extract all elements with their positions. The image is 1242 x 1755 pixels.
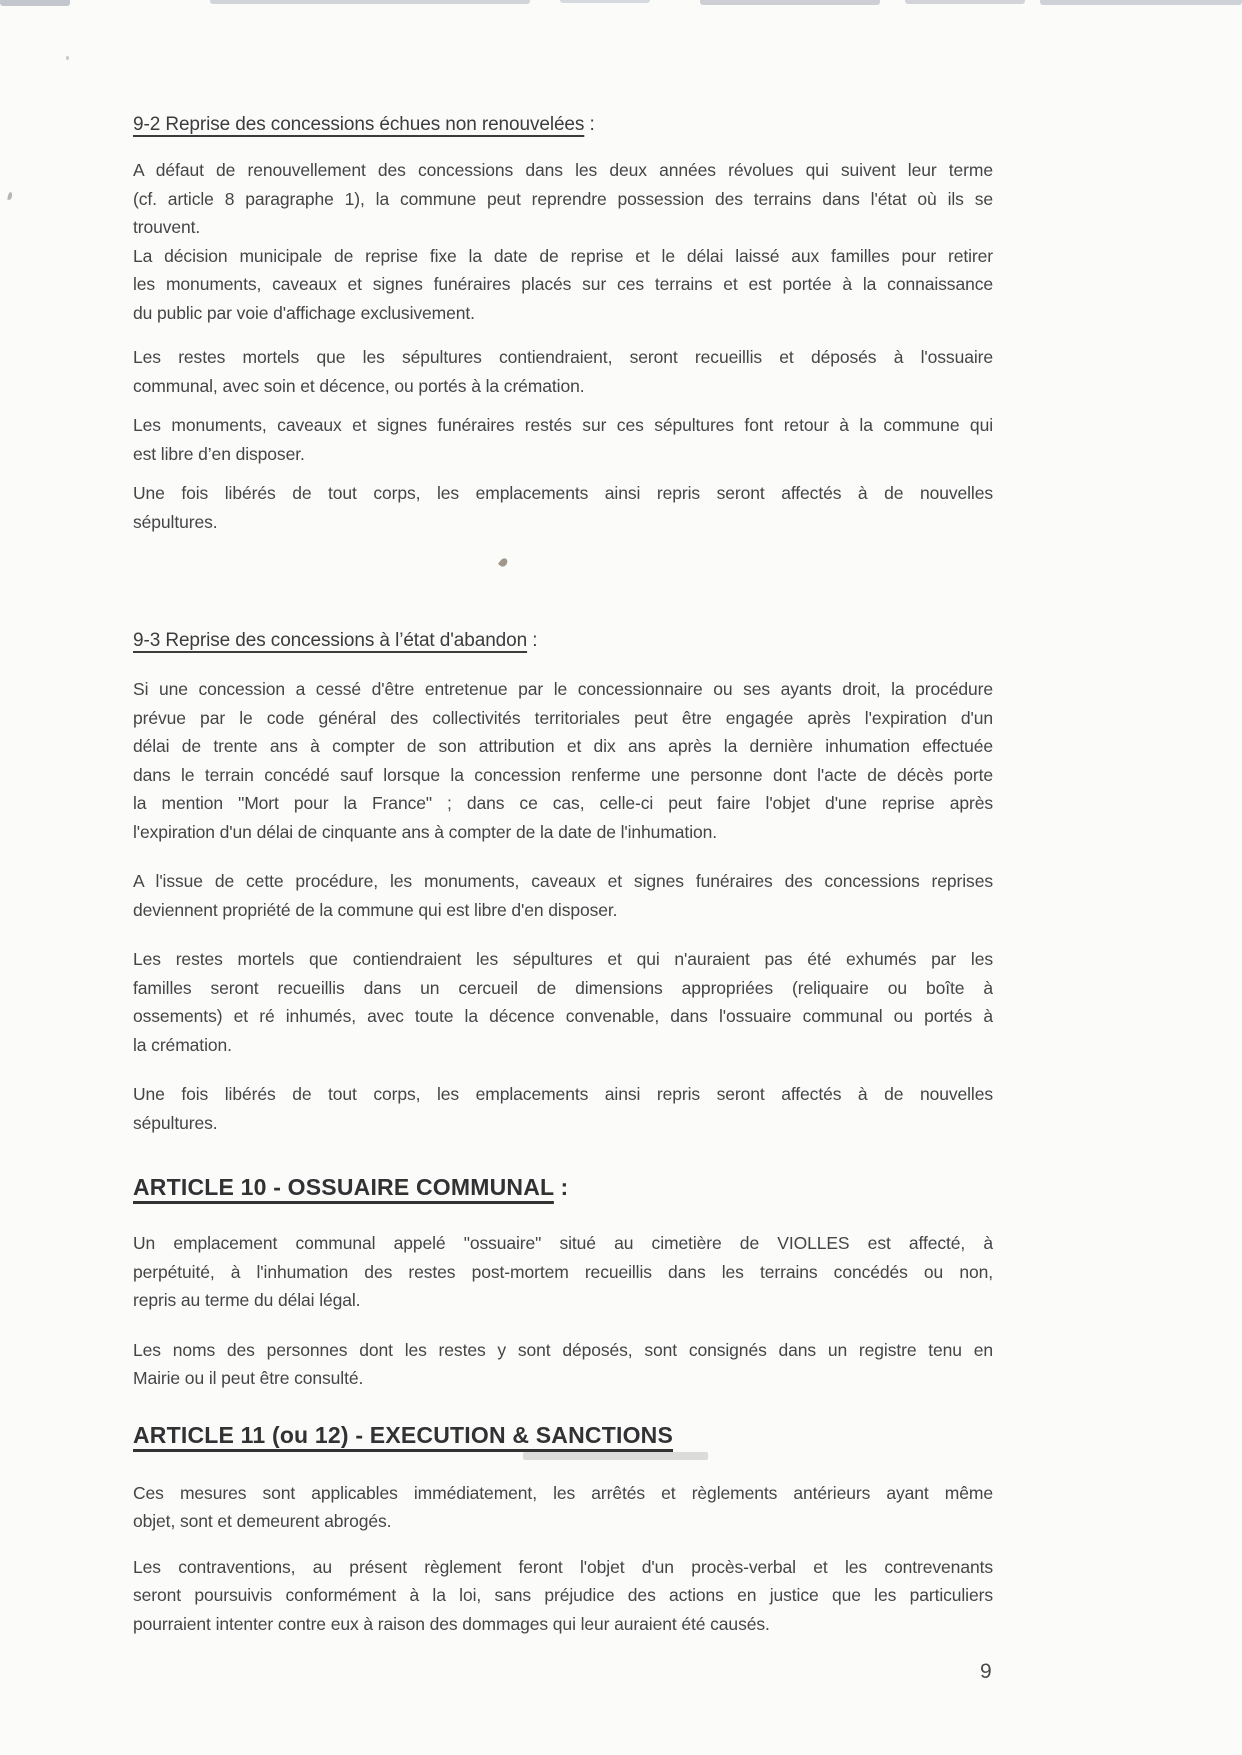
text-line: est libre d’en disposer. [133,443,305,464]
text-line: Les restes mortels que les sépultures contiendraient, seront recueillis et déposés à l'ossuaire [133,347,993,367]
text-line: Une fois libérés de tout corps, les emplacements ainsi repris seront affectés à de nouvelles [133,1084,993,1104]
text-line: Mairie ou il peut être consulté. [133,1368,364,1388]
text-line: sépultures. [133,511,218,532]
text-line: communal, avec soin et décence, ou portés à la crémation. [133,375,585,396]
heading-article-11 [133,1419,993,1452]
text-line: la crémation. [133,1034,232,1055]
paragraph-emplacements-repris-2 [133,1080,993,1137]
paragraph-registre-mairie [133,1336,993,1393]
text-line: Une fois libérés de tout corps, les emplacements ainsi repris seront affectés à de nouvelles [133,483,993,503]
page-number: 9 [980,1660,992,1683]
text-line: l'expiration d'un délai de cinquante ans à compter de la date de l'inhumation. [133,821,718,842]
scan-speck [7,192,13,201]
text-line: trouvent. [133,217,201,237]
paragraph-monuments-retour [133,411,993,468]
text-line: les monuments, caveaux et signes funéraires placés sur ces terrains et est portée à la connaissance [133,274,993,294]
paragraph-mesures-applicables [133,1479,993,1536]
heading-9-3-colon: : [527,630,538,651]
text-line: Ces mesures sont applicables immédiatement, les arrêtés et règlements antérieurs ayant même [133,1482,993,1503]
paragraph-decision-municipale [133,242,993,328]
heading-9-2 [133,110,993,139]
text-line: la mention "Mort pour la France" ; dans ce cas, celle-ci peut faire l'objet d'une reprise après [133,793,993,813]
paragraph-restes-exhumes [133,945,993,1059]
heading-article-10 [133,1171,993,1204]
text-line: sépultures. [133,1112,218,1133]
scan-smudge [523,1452,708,1460]
text-line: Les noms des personnes dont les restes y sont déposés, sont consignés dans un registre tenu en [133,1339,993,1360]
text-line: prévue par le code général des collectivités territoriales peut être engagée après l'expiration d'un [133,707,993,728]
paragraph-contraventions [133,1553,993,1639]
heading-9-2-colon: : [584,114,595,135]
heading-article-10-text: ARTICLE 10 - OSSUAIRE COMMUNAL [133,1174,554,1200]
scan-artifact [1040,0,1242,5]
paragraph-concession-abandon [133,675,993,846]
text-line: Les contraventions, au présent règlement feront l'objet d'un procès-verbal et les contrevenants [133,1556,993,1577]
text-line: La décision municipale de reprise fixe la date de reprise et le délai laissé aux familles pour retirer [133,245,993,266]
heading-9-2-text: 9-2 Reprise des concessions échues non renouvelées [133,114,585,135]
paragraph-ossuaire-emplacement [133,1229,993,1315]
heading-article-11-text: ARTICLE 11 (ou 12) - EXECUTION & SANCTIONS [133,1421,674,1448]
text-line: Les monuments, caveaux et signes funéraires restés sur ces sépultures font retour à la commune qui [133,415,993,435]
scan-artifact [0,0,70,6]
text-line: (cf. article 8 paragraphe 1), la commune peut reprendre possession des terrains dans l'état où ils se [133,188,993,209]
text-line: A l'issue de cette procédure, les monuments, caveaux et signes funéraires des concessions reprises [133,871,993,891]
text-line: objet, sont et demeurent abrogés. [133,1511,392,1531]
paragraph-reprise-defaut [133,156,993,242]
scan-speck [66,56,69,60]
text-line: ossements) et ré inhumés, avec toute la décence convenable, dans l'ossuaire communal ou portés à [133,1006,993,1026]
text-line: du public par voie d'affichage exclusivement. [133,302,475,323]
text-line: Un emplacement communal appelé "ossuaire" situé au cimetière de VIOLLES est affecté, à [133,1233,993,1253]
text-line: deviennent propriété de la commune qui est libre d'en disposer. [133,899,618,920]
text-line: Si une concession a cessé d'être entretenue par le concessionnaire ou ses ayants droit, la procédure [133,679,993,699]
text-line: A défaut de renouvellement des concessions dans les deux années révolues qui suivent leur terme [133,160,993,180]
paragraph-emplacements-repris [133,479,993,536]
paragraph-issue-procedure [133,867,993,924]
text-line: pourraient intenter contre eux à raison des dommages qui leur auraient été causés. [133,1613,770,1634]
heading-9-3-text: 9-3 Reprise des concessions à l’état d'abandon [133,630,528,651]
text-line: délai de trente ans à compter de son attribution et dix ans après la dernière inhumation effectuée [133,736,993,756]
text-line: familles seront recueillis dans un cercueil de dimensions appropriées (reliquaire ou boîte à [133,977,993,998]
text-line: repris au terme du délai légal. [133,1290,361,1310]
text-line: Les restes mortels que contiendraient les sépultures et qui n'auraient pas été exhumés par les [133,949,993,969]
heading-article-10-colon: : [553,1174,569,1200]
heading-9-3 [133,626,993,655]
text-line: perpétuité, à l'inhumation des restes post-mortem recueillis dans les terrains concédés ou non, [133,1261,993,1282]
text-line: dans le terrain concédé sauf lorsque la concession renferme une personne dont l'acte de décès porte [133,764,993,785]
text-line: seront poursuivis conformément à la loi, sans préjudice des actions en justice que les particuliers [133,1585,993,1605]
document-content [133,0,993,1638]
paragraph-restes-mortels [133,343,993,400]
